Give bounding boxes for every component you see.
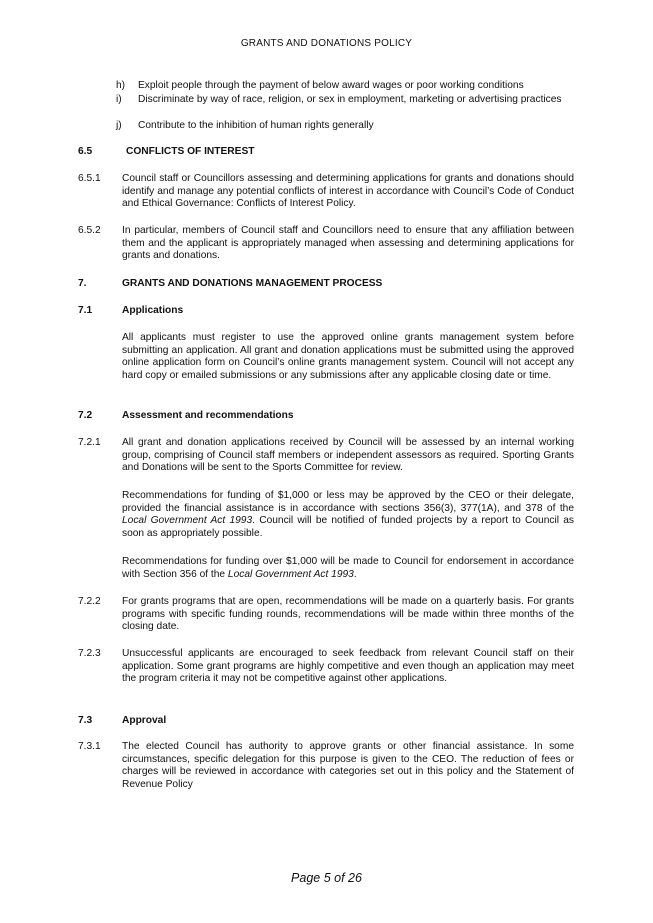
clause-7-2-1-number: 7.2.1 — [78, 437, 101, 448]
section-7-2-title: Assessment and recommendations — [122, 410, 294, 421]
clause-7-2-3-number: 7.2.3 — [78, 648, 101, 659]
text-run: . — [353, 568, 357, 580]
clause-7-2-1-paragraph-3 — [122, 556, 574, 581]
section-7-2-number: 7.2 — [78, 410, 93, 421]
clause-7-3-1-text: The elected Council has authority to approve grants or other financial assistance. In some circumstances, specific delegation for this purpose is given to the CEO. The reduction of fees or charges will be reviewed in accordance with categories set out in this policy and the Statement of Revenue Policy — [122, 741, 574, 790]
section-6-5-title: CONFLICTS OF INTEREST — [126, 146, 255, 157]
list-item-j: Contribute to the inhibition of human rights generally — [138, 120, 374, 131]
section-7-1-number: 7.1 — [78, 305, 93, 316]
text-run: Recommendations for funding over $1,000 will be made to Council for endorsement in accordance with Section 356 of the — [122, 556, 574, 580]
page-number: Page 5 of 26 — [291, 871, 362, 885]
section-7-3-title: Approval — [122, 715, 167, 726]
text-run: Recommendations for funding of $1,000 or less may be approved by the CEO or their delegate, provided the financial assistance is in accordance with sections 356(3), 377(1A), and 378 of the — [122, 490, 574, 514]
section-7-title: GRANTS AND DONATIONS MANAGEMENT PROCESS — [122, 278, 383, 289]
clause-6-5-2-number: 6.5.2 — [78, 225, 101, 236]
page-header: GRANTS AND DONATIONS POLICY — [240, 38, 413, 49]
section-7-1-text: All applicants must register to use the approved online grants management system before submitting an application. All grant and donation applications must be submitted using the approved online application form on Council’s online grants management system. Council will not accept any hard copy or emailed submissions or any submissions after any applicable closing date or time. — [122, 332, 574, 381]
list-letter-i: i) — [116, 94, 122, 105]
clause-7-2-1-text: All grant and donation applications received by Council will be assessed by an internal working group, comprising of Council staff members or independent assessors as required. Sporting Grants and Donations will be sent to the Sports Committee for review. — [122, 437, 574, 474]
clause-7-2-1-paragraph-2 — [122, 490, 574, 540]
list-item-i: Discriminate by way of race, religion, or sex in employment, marketing or advertising practices — [138, 94, 562, 105]
list-item-h: Exploit people through the payment of below award wages or poor working conditions — [138, 80, 524, 91]
section-6-5-number: 6.5 — [78, 146, 93, 157]
text-run: . Council will be notified of funded projects by a report to Council as soon as appropriately possible. — [122, 515, 574, 539]
section-7-number: 7. — [78, 278, 87, 289]
act-name: Local Government Act 1993 — [122, 515, 253, 527]
section-7-1-title: Applications — [122, 305, 184, 316]
clause-6-5-1-number: 6.5.1 — [78, 173, 101, 184]
clause-7-3-1-number: 7.3.1 — [78, 741, 101, 752]
clause-6-5-1-text: Council staff or Councillors assessing and determining applications for grants and donations should identify and manage any potential conflicts of interest in accordance with Council’s Code of Conduct and Ethical Governance: Conflicts of Interest Policy. — [122, 173, 574, 210]
act-name: Local Government Act 1993 — [227, 568, 354, 580]
list-letter-h: h) — [116, 80, 126, 91]
clause-7-2-3-text: Unsuccessful applicants are encouraged to seek feedback from relevant Council staff on their application. Some grant programs are highly competitive and even though an application may meet the program criteria it may not be competitive against other applications. — [122, 648, 574, 685]
list-letter-j: j) — [116, 120, 122, 131]
clause-7-2-2-text: For grants programs that are open, recommendations will be made on a quarterly basis. For grants programs with specific funding rounds, recommendations will be made within three months of the closing date. — [122, 596, 574, 633]
section-7-3-number: 7.3 — [78, 715, 93, 726]
clause-7-2-2-number: 7.2.2 — [78, 596, 101, 607]
clause-6-5-2-text: In particular, members of Council staff and Councillors need to ensure that any affiliation between them and the applicant is appropriately managed when assessing and determining applications for grants and donations. — [122, 225, 574, 262]
